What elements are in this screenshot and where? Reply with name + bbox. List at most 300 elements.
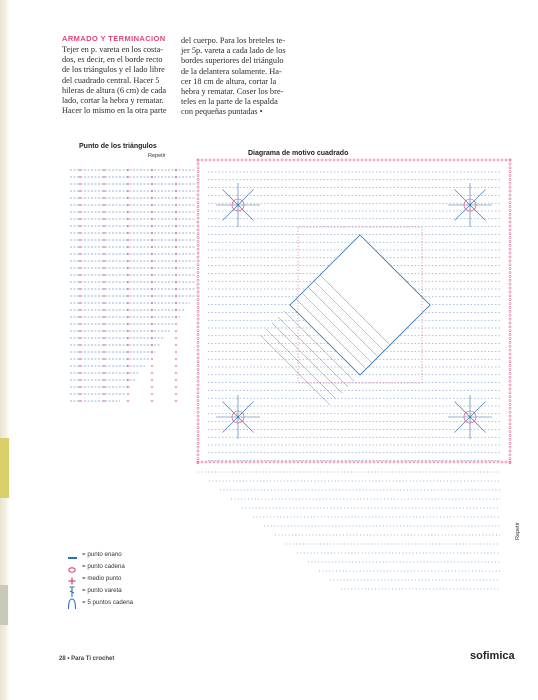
motif-edge-chain <box>197 260 199 262</box>
motif-edge-chain <box>229 461 231 463</box>
motif-edge-chain <box>449 159 451 161</box>
motif-edge-chain <box>357 461 359 463</box>
motif-edge-chain <box>477 159 479 161</box>
motif-edge-chain <box>197 198 199 200</box>
motif-edge-chain <box>237 461 239 463</box>
motif-edge-chain <box>509 442 511 444</box>
motif-edge-chain <box>509 399 511 401</box>
motif-edge-chain <box>197 178 199 180</box>
motif-edge-chain <box>509 434 511 436</box>
motif-corner-petal <box>222 189 238 205</box>
motif-edge-chain <box>197 361 199 363</box>
motif-edge-chain <box>437 461 439 463</box>
motif-edge-chain <box>245 159 247 161</box>
motif-edge-chain <box>509 163 511 165</box>
motif-edge-chain <box>393 461 395 463</box>
motif-edge-chain <box>509 182 511 184</box>
motif-edge-chain <box>509 190 511 192</box>
motif-edge-chain <box>509 240 511 242</box>
motif-edge-chain <box>353 461 355 463</box>
motif-edge-chain <box>509 310 511 312</box>
motif-edge-chain <box>197 252 199 254</box>
motif-edge-chain <box>317 159 319 161</box>
motif-edge-chain <box>501 159 503 161</box>
motif-edge-chain <box>441 461 443 463</box>
text-line: del cuadrado central. Hacer 5 <box>62 75 160 85</box>
triangle-chain-mark <box>175 400 177 402</box>
triangle-chain-mark <box>127 393 129 395</box>
motif-edge-chain <box>481 461 483 463</box>
motif-edge-chain <box>417 461 419 463</box>
motif-edge-chain <box>413 461 415 463</box>
motif-edge-chain <box>445 159 447 161</box>
motif-edge-chain <box>285 461 287 463</box>
motif-edge-chain <box>213 159 215 161</box>
five-chain-arch-icon <box>66 597 82 607</box>
motif-edge-chain <box>341 159 343 161</box>
stitch-legend <box>66 549 133 608</box>
motif-edge-chain <box>197 431 199 433</box>
motif-edge-chain <box>509 287 511 289</box>
motif-edge-chain <box>509 225 511 227</box>
motif-edge-chain <box>197 163 199 165</box>
motif-edge-chain <box>489 461 491 463</box>
motif-edge-chain <box>321 461 323 463</box>
motif-edge-chain <box>197 283 199 285</box>
motif-edge-chain <box>509 244 511 246</box>
motif-edge-chain <box>241 461 243 463</box>
motif-edge-chain <box>337 159 339 161</box>
motif-edge-chain <box>197 209 199 211</box>
motif-edge-chain <box>509 306 511 308</box>
motif-edge-chain <box>197 240 199 242</box>
motif-edge-chain <box>197 221 199 223</box>
triangle-chain-mark <box>175 379 177 381</box>
motif-edge-chain <box>509 407 511 409</box>
motif-edge-chain <box>433 461 435 463</box>
motif-edge-chain <box>509 341 511 343</box>
motif-edge-chain <box>509 427 511 429</box>
motif-edge-chain <box>385 461 387 463</box>
motif-edge-chain <box>197 213 199 215</box>
motif-edge-chain <box>509 353 511 355</box>
motif-corner-petal <box>454 189 470 205</box>
motif-edge-chain <box>509 446 511 448</box>
triangle-chain-mark <box>175 337 177 339</box>
motif-edge-chain <box>509 205 511 207</box>
motif-edge-chain <box>509 186 511 188</box>
section-title: ARMADO Y TERMINACION <box>62 34 166 43</box>
motif-center-diamond <box>290 235 430 375</box>
motif-edge-chain <box>509 314 511 316</box>
motif-edge-chain <box>261 159 263 161</box>
legend-item <box>66 584 133 596</box>
motif-edge-chain <box>409 461 411 463</box>
legend-label: = punto vareta <box>82 586 122 594</box>
motif-edge-chain <box>377 159 379 161</box>
motif-edge-chain <box>445 461 447 463</box>
motif-edge-chain <box>297 461 299 463</box>
motif-edge-chain <box>345 159 347 161</box>
motif-edge-chain <box>397 159 399 161</box>
motif-edge-chain <box>509 384 511 386</box>
motif-diagram-title: Diagrama de motivo cuadrado <box>248 150 349 157</box>
motif-edge-chain <box>257 461 259 463</box>
motif-edge-chain <box>345 461 347 463</box>
motif-edge-chain <box>213 461 215 463</box>
text-line: teles en la parte de la espalda <box>181 97 278 107</box>
motif-edge-chain <box>405 159 407 161</box>
motif-edge-chain <box>509 349 511 351</box>
motif-edge-chain <box>197 279 199 281</box>
motif-edge-chain <box>381 159 383 161</box>
triangle-chain-mark <box>175 365 177 367</box>
motif-edge-chain <box>509 396 511 398</box>
motif-edge-chain <box>509 450 511 452</box>
motif-edge-chain <box>509 178 511 180</box>
motif-edge-chain <box>473 159 475 161</box>
text-line: lado, cortar la hebra y rematar. <box>62 96 164 106</box>
motif-edge-chain <box>433 159 435 161</box>
motif-edge-chain <box>197 454 199 456</box>
motif-edge-chain <box>509 159 511 161</box>
motif-corner-petal <box>454 417 470 433</box>
motif-edge-chain <box>365 159 367 161</box>
motif-edge-chain <box>505 159 507 161</box>
motif-corner-petal <box>222 205 238 221</box>
motif-corner-petal <box>454 205 470 221</box>
single-crochet-icon <box>66 573 82 583</box>
motif-edge-chain <box>197 233 199 235</box>
motif-edge-chain <box>509 423 511 425</box>
motif-edge-chain <box>509 380 511 382</box>
text-line: Tejer en p. vareta en los costa- <box>62 45 164 54</box>
motif-edge-chain <box>197 322 199 324</box>
motif-edge-chain <box>401 159 403 161</box>
slip-stitch-icon <box>66 550 82 560</box>
motif-edge-chain <box>197 423 199 425</box>
motif-edge-chain <box>197 442 199 444</box>
motif-edge-chain <box>269 159 271 161</box>
text-line: con pequeñas puntadas • <box>181 107 263 117</box>
motif-edge-chain <box>461 159 463 161</box>
motif-edge-chain <box>197 167 199 169</box>
motif-edge-chain <box>289 159 291 161</box>
text-column-1 <box>62 45 174 116</box>
legend-label: = punto enano <box>82 551 122 559</box>
motif-edge-chain <box>201 461 203 463</box>
motif-edge-chain <box>197 174 199 176</box>
motif-edge-chain <box>501 461 503 463</box>
crochet-diagram <box>66 150 526 630</box>
motif-edge-chain <box>197 264 199 266</box>
motif-edge-chain <box>509 368 511 370</box>
motif-edge-chain <box>413 159 415 161</box>
motif-edge-chain <box>509 322 511 324</box>
motif-edge-chain <box>269 461 271 463</box>
motif-edge-chain <box>197 411 199 413</box>
text-line: de los triángulos y el lado libre <box>62 65 165 75</box>
motif-edge-chain <box>197 357 199 359</box>
motif-edge-chain <box>509 295 511 297</box>
text-line: del cuerpo. Para los breteles te- <box>181 36 286 45</box>
motif-edge-chain <box>281 159 283 161</box>
motif-edge-chain <box>509 271 511 273</box>
motif-edge-chain <box>325 159 327 161</box>
motif-edge-chain <box>509 388 511 390</box>
motif-edge-chain <box>421 159 423 161</box>
motif-edge-chain <box>497 159 499 161</box>
text-line: dos, es decir, en el borde recto <box>62 55 163 65</box>
motif-edge-chain <box>509 337 511 339</box>
motif-edge-chain <box>509 403 511 405</box>
motif-edge-chain <box>197 434 199 436</box>
motif-edge-chain <box>409 159 411 161</box>
motif-corner-petal <box>470 189 486 205</box>
motif-edge-chain <box>301 461 303 463</box>
repeat-label-side: Repetir <box>515 522 521 540</box>
motif-edge-chain <box>293 159 295 161</box>
motif-edge-chain <box>197 190 199 192</box>
motif-edge-chain <box>209 159 211 161</box>
motif-edge-chain <box>197 384 199 386</box>
motif-edge-chain <box>297 159 299 161</box>
motif-edge-chain <box>301 159 303 161</box>
motif-edge-chain <box>197 349 199 351</box>
motif-corner-petal <box>238 189 254 205</box>
triangle-chain-mark <box>151 400 153 402</box>
motif-edge-chain <box>457 461 459 463</box>
motif-edge-chain <box>509 458 511 460</box>
motif-edge-chain <box>509 431 511 433</box>
motif-edge-chain <box>197 403 199 405</box>
motif-corner-petal <box>238 205 254 221</box>
legend-item <box>66 596 133 608</box>
motif-edge-chain <box>241 159 243 161</box>
motif-edge-chain <box>425 159 427 161</box>
motif-edge-chain <box>509 357 511 359</box>
motif-corner-petal <box>222 417 238 433</box>
motif-edge-chain <box>385 159 387 161</box>
motif-edge-chain <box>493 159 495 161</box>
motif-edge-chain <box>265 461 267 463</box>
motif-edge-chain <box>401 461 403 463</box>
motif-edge-chain <box>197 194 199 196</box>
motif-edge-chain <box>205 159 207 161</box>
motif-edge-chain <box>453 461 455 463</box>
triangle-chain-mark <box>175 344 177 346</box>
triangle-chain-mark <box>151 365 153 367</box>
motif-edge-chain <box>281 461 283 463</box>
motif-edge-chain <box>201 159 203 161</box>
motif-edge-chain <box>261 461 263 463</box>
triangles-diagram-title: Punto de los triángulos <box>79 143 157 150</box>
motif-corner-petal <box>470 205 486 221</box>
motif-edge-chain <box>197 450 199 452</box>
motif-edge-chain <box>197 326 199 328</box>
motif-edge-chain <box>509 330 511 332</box>
triangle-chain-mark <box>151 358 153 360</box>
triangle-chain-mark <box>175 372 177 374</box>
text-line: hileras de altura (6 cm) de cada <box>62 85 167 95</box>
motif-edge-chain <box>197 376 199 378</box>
motif-edge-chain <box>329 461 331 463</box>
motif-edge-chain <box>365 461 367 463</box>
motif-edge-chain <box>489 159 491 161</box>
motif-edge-chain <box>509 392 511 394</box>
motif-edge-chain <box>217 461 219 463</box>
motif-edge-chain <box>485 461 487 463</box>
motif-edge-chain <box>465 461 467 463</box>
triangle-chain-mark <box>151 393 153 395</box>
motif-edge-chain <box>465 159 467 161</box>
motif-edge-chain <box>473 461 475 463</box>
motif-edge-chain <box>273 159 275 161</box>
motif-edge-chain <box>233 159 235 161</box>
motif-edge-chain <box>197 337 199 339</box>
legend-item <box>66 549 133 561</box>
motif-edge-chain <box>197 287 199 289</box>
motif-edge-chain <box>509 345 511 347</box>
motif-edge-chain <box>197 302 199 304</box>
motif-edge-chain <box>377 461 379 463</box>
motif-edge-chain <box>197 396 199 398</box>
motif-edge-chain <box>245 461 247 463</box>
motif-edge-chain <box>509 217 511 219</box>
motif-edge-chain <box>509 248 511 250</box>
motif-edge-chain <box>509 198 511 200</box>
motif-corner-petal <box>238 401 254 417</box>
motif-edge-chain <box>493 461 495 463</box>
motif-edge-chain <box>509 291 511 293</box>
motif-edge-chain <box>333 159 335 161</box>
motif-edge-chain <box>277 159 279 161</box>
motif-edge-chain <box>509 438 511 440</box>
motif-edge-chain <box>497 461 499 463</box>
motif-edge-chain <box>509 268 511 270</box>
motif-corner-petal <box>470 401 486 417</box>
motif-edge-chain <box>197 159 199 161</box>
motif-edge-chain <box>225 461 227 463</box>
motif-edge-chain <box>197 237 199 239</box>
motif-edge-chain <box>197 205 199 207</box>
motif-corner-petal <box>222 401 238 417</box>
triangle-chain-mark <box>175 351 177 353</box>
motif-edge-chain <box>509 376 511 378</box>
motif-edge-chain <box>369 461 371 463</box>
motif-edge-chain <box>197 419 199 421</box>
motif-edge-chain <box>197 368 199 370</box>
motif-edge-chain <box>509 334 511 336</box>
motif-edge-chain <box>225 159 227 161</box>
motif-edge-chain <box>509 372 511 374</box>
motif-edge-chain <box>197 353 199 355</box>
motif-edge-chain <box>197 244 199 246</box>
motif-edge-chain <box>509 299 511 301</box>
motif-edge-chain <box>197 446 199 448</box>
motif-edge-chain <box>325 461 327 463</box>
motif-edge-chain <box>389 159 391 161</box>
motif-edge-chain <box>277 461 279 463</box>
motif-edge-chain <box>509 174 511 176</box>
legend-label: = 5 puntos cadena <box>82 598 134 606</box>
motif-edge-chain <box>197 334 199 336</box>
brand-logo-text: sofimica <box>470 650 515 662</box>
motif-edge-chain <box>361 461 363 463</box>
motif-edge-chain <box>429 461 431 463</box>
motif-edge-chain <box>509 365 511 367</box>
motif-edge-chain <box>197 186 199 188</box>
motif-edge-chain <box>217 159 219 161</box>
motif-edge-chain <box>197 399 199 401</box>
motif-edge-chain <box>197 415 199 417</box>
motif-edge-chain <box>461 461 463 463</box>
motif-edge-chain <box>509 233 511 235</box>
motif-edge-chain <box>197 392 199 394</box>
motif-edge-chain <box>249 159 251 161</box>
motif-edge-chain <box>509 194 511 196</box>
motif-edge-chain <box>205 461 207 463</box>
motif-edge-chain <box>389 461 391 463</box>
text-line: de la delantera solamente. Ha- <box>181 66 282 76</box>
motif-edge-chain <box>449 461 451 463</box>
motif-corner-petal <box>454 401 470 417</box>
motif-edge-chain <box>197 345 199 347</box>
motif-edge-chain <box>257 159 259 161</box>
motif-edge-chain <box>197 256 199 258</box>
triangle-chain-mark <box>175 323 177 325</box>
motif-edge-chain <box>509 221 511 223</box>
motif-edge-chain <box>429 159 431 161</box>
motif-edge-chain <box>509 279 511 281</box>
motif-edge-chain <box>509 454 511 456</box>
motif-edge-chain <box>457 159 459 161</box>
motif-edge-chain <box>321 159 323 161</box>
motif-edge-chain <box>509 237 511 239</box>
spine-color-tab <box>0 438 9 498</box>
motif-edge-chain <box>197 291 199 293</box>
motif-edge-chain <box>197 310 199 312</box>
motif-edge-chain <box>197 268 199 270</box>
motif-edge-chain <box>197 380 199 382</box>
motif-edge-chain <box>349 461 351 463</box>
motif-edge-chain <box>373 461 375 463</box>
triangle-chain-mark <box>175 393 177 395</box>
motif-edge-chain <box>397 461 399 463</box>
motif-edge-chain <box>509 209 511 211</box>
motif-edge-chain <box>417 159 419 161</box>
motif-edge-chain <box>509 415 511 417</box>
motif-edge-chain <box>481 159 483 161</box>
motif-edge-chain <box>509 264 511 266</box>
double-crochet-icon <box>66 585 82 595</box>
motif-edge-chain <box>509 229 511 231</box>
motif-edge-chain <box>333 461 335 463</box>
motif-edge-chain <box>437 159 439 161</box>
motif-edge-chain <box>197 225 199 227</box>
motif-edge-chain <box>197 427 199 429</box>
chain-stitch-icon <box>66 562 82 572</box>
motif-edge-chain <box>293 461 295 463</box>
motif-edge-chain <box>485 159 487 161</box>
motif-corner-petal <box>470 417 486 433</box>
motif-edge-chain <box>197 202 199 204</box>
motif-edge-chain <box>509 302 511 304</box>
motif-edge-chain <box>509 167 511 169</box>
legend-label: = punto cadena <box>82 563 125 571</box>
motif-edge-chain <box>509 361 511 363</box>
motif-edge-chain <box>197 295 199 297</box>
